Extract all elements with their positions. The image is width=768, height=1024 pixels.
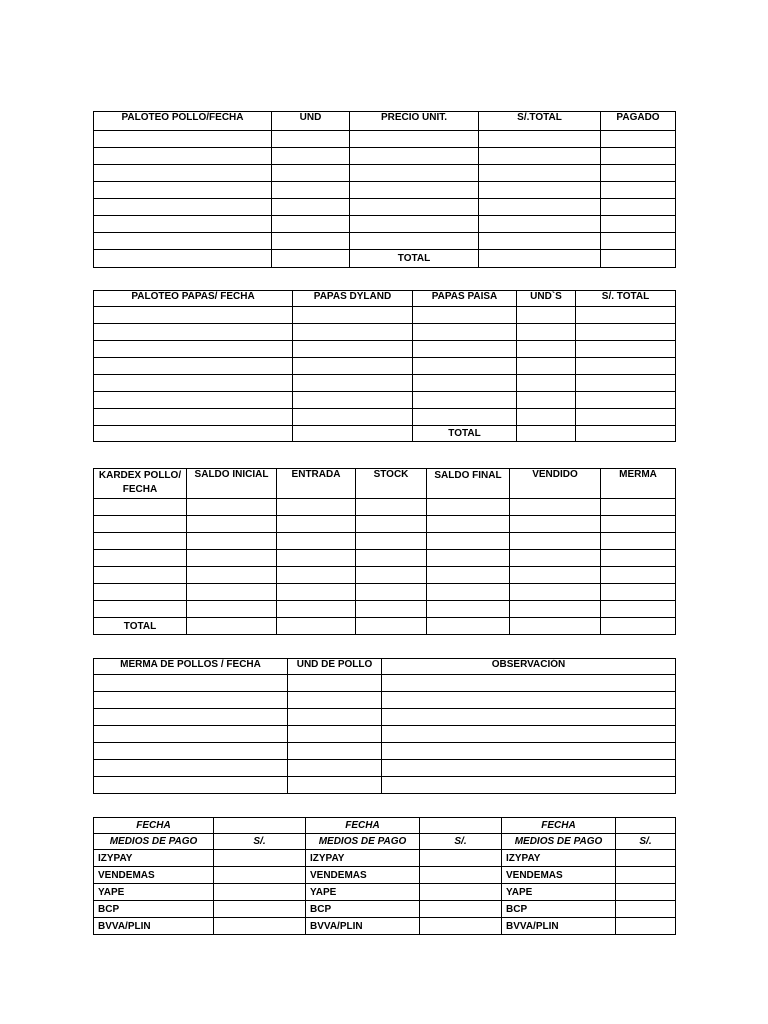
table-row bbox=[94, 233, 676, 250]
cell[interactable] bbox=[413, 375, 517, 392]
cell[interactable] bbox=[293, 307, 413, 324]
table-row bbox=[94, 675, 676, 692]
cell[interactable] bbox=[427, 584, 510, 601]
cell[interactable] bbox=[94, 550, 187, 567]
cell[interactable] bbox=[293, 375, 413, 392]
cell[interactable] bbox=[576, 341, 676, 358]
cell[interactable] bbox=[94, 567, 187, 584]
cell[interactable] bbox=[356, 567, 427, 584]
cell[interactable] bbox=[94, 675, 288, 692]
total-row bbox=[94, 426, 676, 442]
payment-row bbox=[94, 850, 676, 867]
amount-cell[interactable] bbox=[214, 901, 306, 918]
cell[interactable] bbox=[288, 692, 382, 709]
fecha-value-cell[interactable] bbox=[420, 818, 502, 834]
table-row bbox=[94, 567, 676, 584]
cell[interactable] bbox=[350, 233, 479, 250]
cell[interactable] bbox=[510, 584, 601, 601]
table-row bbox=[94, 601, 676, 618]
cell[interactable] bbox=[94, 324, 293, 341]
medios-de-pago-header: MEDIOS DE PAGO bbox=[306, 834, 420, 850]
payment-method-label: IZYPAY bbox=[94, 850, 214, 867]
cell[interactable] bbox=[94, 392, 293, 409]
cell[interactable] bbox=[94, 131, 272, 148]
table-header-row bbox=[94, 112, 676, 131]
column-header: PRECIO UNIT. bbox=[350, 112, 479, 131]
cell[interactable] bbox=[94, 341, 293, 358]
cell[interactable] bbox=[94, 358, 293, 375]
column-header: MERMA bbox=[601, 469, 676, 499]
cell[interactable] bbox=[94, 777, 288, 794]
cell[interactable] bbox=[413, 409, 517, 426]
cell[interactable] bbox=[413, 307, 517, 324]
fecha-label: FECHA bbox=[306, 818, 420, 834]
cell[interactable] bbox=[293, 409, 413, 426]
cell[interactable] bbox=[479, 165, 601, 182]
table-row bbox=[94, 777, 676, 794]
total-label: TOTAL bbox=[94, 618, 187, 635]
payment-method-label: BVVA/PLIN bbox=[306, 918, 420, 935]
cell[interactable] bbox=[601, 550, 676, 567]
cell[interactable] bbox=[94, 726, 288, 743]
amount-cell[interactable] bbox=[420, 884, 502, 901]
cell[interactable] bbox=[350, 148, 479, 165]
cell[interactable] bbox=[601, 499, 676, 516]
payment-method-label: IZYPAY bbox=[306, 850, 420, 867]
cell[interactable] bbox=[350, 199, 479, 216]
payment-method-label: YAPE bbox=[306, 884, 420, 901]
cell[interactable] bbox=[293, 426, 413, 442]
cell[interactable] bbox=[517, 341, 576, 358]
cell[interactable] bbox=[382, 709, 676, 726]
cell[interactable] bbox=[94, 601, 187, 618]
cell[interactable] bbox=[350, 131, 479, 148]
amount-cell[interactable] bbox=[616, 867, 676, 884]
cell[interactable] bbox=[382, 760, 676, 777]
table-row bbox=[94, 165, 676, 182]
cell[interactable] bbox=[510, 516, 601, 533]
payment-method-label: VENDEMAS bbox=[306, 867, 420, 884]
cell[interactable] bbox=[94, 409, 293, 426]
total-value-cell[interactable] bbox=[479, 250, 601, 268]
cell[interactable] bbox=[94, 233, 272, 250]
cell[interactable] bbox=[187, 533, 277, 550]
amount-cell[interactable] bbox=[214, 867, 306, 884]
cell[interactable] bbox=[413, 324, 517, 341]
amount-cell[interactable] bbox=[420, 901, 502, 918]
cell[interactable] bbox=[576, 324, 676, 341]
cell[interactable] bbox=[356, 550, 427, 567]
table-header-row bbox=[94, 659, 676, 675]
cell[interactable] bbox=[277, 550, 356, 567]
fecha-row bbox=[94, 818, 676, 834]
amount-cell[interactable] bbox=[420, 867, 502, 884]
cell[interactable] bbox=[94, 199, 272, 216]
cell[interactable] bbox=[277, 584, 356, 601]
cell[interactable] bbox=[517, 409, 576, 426]
cell[interactable] bbox=[187, 499, 277, 516]
table-row bbox=[94, 726, 676, 743]
kardex-pollo-table bbox=[93, 468, 676, 635]
cell[interactable] bbox=[356, 516, 427, 533]
currency-header: S/. bbox=[214, 834, 306, 850]
cell[interactable] bbox=[293, 324, 413, 341]
table-row bbox=[94, 550, 676, 567]
cell[interactable] bbox=[576, 375, 676, 392]
cell[interactable] bbox=[510, 533, 601, 550]
cell[interactable] bbox=[601, 567, 676, 584]
cell[interactable] bbox=[187, 601, 277, 618]
column-header: PAPAS PAISA bbox=[413, 291, 517, 307]
cell[interactable] bbox=[94, 760, 288, 777]
column-header: UND DE POLLO bbox=[288, 659, 382, 675]
cell[interactable] bbox=[350, 165, 479, 182]
amount-cell[interactable] bbox=[616, 901, 676, 918]
merma-pollos-table bbox=[93, 658, 676, 794]
cell[interactable] bbox=[272, 182, 350, 199]
cell[interactable] bbox=[293, 358, 413, 375]
column-header: STOCK bbox=[356, 469, 427, 499]
table-row bbox=[94, 375, 676, 392]
table-row bbox=[94, 324, 676, 341]
table-row bbox=[94, 358, 676, 375]
table-row bbox=[94, 341, 676, 358]
cell[interactable] bbox=[601, 601, 676, 618]
paloteo-papas-table bbox=[93, 290, 676, 442]
total-label: TOTAL bbox=[413, 426, 517, 442]
cell[interactable] bbox=[413, 358, 517, 375]
cell[interactable] bbox=[576, 307, 676, 324]
cell[interactable] bbox=[288, 743, 382, 760]
amount-cell[interactable] bbox=[420, 918, 502, 935]
cell[interactable] bbox=[517, 358, 576, 375]
paloteo-pollo-table bbox=[93, 111, 676, 268]
payment-method-label: BCP bbox=[306, 901, 420, 918]
cell[interactable] bbox=[601, 216, 676, 233]
cell[interactable] bbox=[277, 618, 356, 635]
currency-header: S/. bbox=[420, 834, 502, 850]
cell[interactable] bbox=[510, 567, 601, 584]
payment-method-label: BVVA/PLIN bbox=[502, 918, 616, 935]
cell[interactable] bbox=[293, 341, 413, 358]
cell[interactable] bbox=[479, 131, 601, 148]
cell[interactable] bbox=[479, 148, 601, 165]
cell[interactable] bbox=[277, 499, 356, 516]
cell[interactable] bbox=[288, 777, 382, 794]
cell[interactable] bbox=[356, 601, 427, 618]
payment-row bbox=[94, 901, 676, 918]
cell[interactable] bbox=[601, 148, 676, 165]
cell[interactable] bbox=[94, 375, 293, 392]
cell[interactable] bbox=[94, 516, 187, 533]
cell[interactable] bbox=[382, 726, 676, 743]
table-row bbox=[94, 199, 676, 216]
table-row bbox=[94, 760, 676, 777]
amount-cell[interactable] bbox=[616, 918, 676, 935]
cell[interactable] bbox=[517, 392, 576, 409]
payment-row bbox=[94, 884, 676, 901]
column-header: UND bbox=[272, 112, 350, 131]
cell[interactable] bbox=[479, 182, 601, 199]
payment-method-label: YAPE bbox=[502, 884, 616, 901]
cell[interactable] bbox=[288, 709, 382, 726]
payment-row bbox=[94, 918, 676, 935]
currency-header: S/. bbox=[616, 834, 676, 850]
cell[interactable] bbox=[510, 601, 601, 618]
cell[interactable] bbox=[601, 199, 676, 216]
cell[interactable] bbox=[272, 148, 350, 165]
amount-cell[interactable] bbox=[214, 884, 306, 901]
fecha-value-cell[interactable] bbox=[214, 818, 306, 834]
table-row bbox=[94, 392, 676, 409]
cell[interactable] bbox=[187, 567, 277, 584]
cell[interactable] bbox=[356, 618, 427, 635]
medios-de-pago-header: MEDIOS DE PAGO bbox=[94, 834, 214, 850]
payment-method-label: IZYPAY bbox=[502, 850, 616, 867]
medios-de-pago-table bbox=[93, 817, 676, 935]
cell[interactable] bbox=[288, 726, 382, 743]
column-header: OBSERVACIÓN bbox=[382, 659, 676, 675]
total-row bbox=[94, 250, 676, 268]
table-row bbox=[94, 516, 676, 533]
total-value-cell[interactable] bbox=[517, 426, 576, 442]
payment-method-label: VENDEMAS bbox=[502, 867, 616, 884]
table-row bbox=[94, 216, 676, 233]
cell[interactable] bbox=[94, 182, 272, 199]
table-row bbox=[94, 584, 676, 601]
column-header: S/. TOTAL bbox=[576, 291, 676, 307]
cell[interactable] bbox=[427, 533, 510, 550]
table-row bbox=[94, 533, 676, 550]
cell[interactable] bbox=[94, 307, 293, 324]
payment-method-label: VENDEMAS bbox=[94, 867, 214, 884]
cell[interactable] bbox=[94, 533, 187, 550]
table-header-row bbox=[94, 291, 676, 307]
cell[interactable] bbox=[427, 499, 510, 516]
column-header: SALDO FINAL bbox=[427, 469, 510, 499]
column-header: PAPAS DYLAND bbox=[293, 291, 413, 307]
cell[interactable] bbox=[94, 250, 272, 268]
table-row bbox=[94, 409, 676, 426]
cell[interactable] bbox=[293, 392, 413, 409]
cell[interactable] bbox=[427, 618, 510, 635]
table-row bbox=[94, 743, 676, 760]
payment-method-label: BVVA/PLIN bbox=[94, 918, 214, 935]
cell[interactable] bbox=[601, 182, 676, 199]
cell[interactable] bbox=[94, 499, 187, 516]
cell[interactable] bbox=[382, 743, 676, 760]
payment-method-label: BCP bbox=[94, 901, 214, 918]
payment-row bbox=[94, 867, 676, 884]
table-header-row bbox=[94, 834, 676, 850]
cell[interactable] bbox=[517, 307, 576, 324]
cell[interactable] bbox=[517, 324, 576, 341]
cell[interactable] bbox=[427, 601, 510, 618]
table-row bbox=[94, 307, 676, 324]
column-header: PALOTEO POLLO/FECHA bbox=[94, 112, 272, 131]
cell[interactable] bbox=[288, 675, 382, 692]
cell[interactable] bbox=[356, 533, 427, 550]
cell[interactable] bbox=[288, 760, 382, 777]
total-value-cell[interactable] bbox=[576, 426, 676, 442]
cell[interactable] bbox=[187, 550, 277, 567]
cell[interactable] bbox=[94, 692, 288, 709]
amount-cell[interactable] bbox=[616, 850, 676, 867]
column-header: UND`S bbox=[517, 291, 576, 307]
table-row bbox=[94, 131, 676, 148]
table-row bbox=[94, 709, 676, 726]
total-label: TOTAL bbox=[350, 250, 479, 268]
cell[interactable] bbox=[601, 233, 676, 250]
column-header: MERMA DE POLLOS / FECHA bbox=[94, 659, 288, 675]
cell[interactable] bbox=[356, 499, 427, 516]
cell[interactable] bbox=[601, 618, 676, 635]
cell[interactable] bbox=[277, 516, 356, 533]
column-header: PAGADO bbox=[601, 112, 676, 131]
total-row bbox=[94, 618, 676, 635]
cell[interactable] bbox=[277, 533, 356, 550]
cell[interactable] bbox=[272, 165, 350, 182]
cell[interactable] bbox=[382, 692, 676, 709]
table-header-row bbox=[94, 469, 676, 499]
amount-cell[interactable] bbox=[214, 850, 306, 867]
cell[interactable] bbox=[601, 584, 676, 601]
cell[interactable] bbox=[272, 131, 350, 148]
amount-cell[interactable] bbox=[214, 918, 306, 935]
cell[interactable] bbox=[350, 216, 479, 233]
table-row bbox=[94, 499, 676, 516]
cell[interactable] bbox=[350, 182, 479, 199]
cell[interactable] bbox=[94, 148, 272, 165]
fecha-label: FECHA bbox=[502, 818, 616, 834]
cell[interactable] bbox=[94, 165, 272, 182]
cell[interactable] bbox=[272, 233, 350, 250]
cell[interactable] bbox=[427, 516, 510, 533]
cell[interactable] bbox=[187, 584, 277, 601]
cell[interactable] bbox=[576, 409, 676, 426]
table-row bbox=[94, 148, 676, 165]
cell[interactable] bbox=[277, 601, 356, 618]
cell[interactable] bbox=[601, 165, 676, 182]
cell[interactable] bbox=[413, 341, 517, 358]
cell[interactable] bbox=[576, 358, 676, 375]
cell[interactable] bbox=[356, 584, 427, 601]
cell[interactable] bbox=[94, 584, 187, 601]
cell[interactable] bbox=[510, 550, 601, 567]
cell[interactable] bbox=[510, 618, 601, 635]
table-row bbox=[94, 182, 676, 199]
cell[interactable] bbox=[479, 233, 601, 250]
column-header: VENDIDO bbox=[510, 469, 601, 499]
cell[interactable] bbox=[427, 550, 510, 567]
cell[interactable] bbox=[479, 216, 601, 233]
cell[interactable] bbox=[272, 216, 350, 233]
payment-method-label: BCP bbox=[502, 901, 616, 918]
cell[interactable] bbox=[94, 216, 272, 233]
cell[interactable] bbox=[187, 516, 277, 533]
payment-method-label: YAPE bbox=[94, 884, 214, 901]
cell[interactable] bbox=[601, 250, 676, 268]
fecha-value-cell[interactable] bbox=[616, 818, 676, 834]
cell[interactable] bbox=[277, 567, 356, 584]
column-header: PALOTEO PAPAS/ FECHA bbox=[94, 291, 293, 307]
column-header: SALDO INICIAL bbox=[187, 469, 277, 499]
cell[interactable] bbox=[510, 499, 601, 516]
fecha-label: FECHA bbox=[94, 818, 214, 834]
cell[interactable] bbox=[382, 777, 676, 794]
cell[interactable] bbox=[94, 709, 288, 726]
cell[interactable] bbox=[517, 375, 576, 392]
table-row bbox=[94, 692, 676, 709]
cell[interactable] bbox=[187, 618, 277, 635]
cell[interactable] bbox=[427, 567, 510, 584]
cell[interactable] bbox=[94, 743, 288, 760]
column-header: S/.TOTAL bbox=[479, 112, 601, 131]
column-header: ENTRADA bbox=[277, 469, 356, 499]
medios-de-pago-header: MEDIOS DE PAGO bbox=[502, 834, 616, 850]
cell[interactable] bbox=[601, 533, 676, 550]
cell[interactable] bbox=[413, 392, 517, 409]
amount-cell[interactable] bbox=[616, 884, 676, 901]
amount-cell[interactable] bbox=[420, 850, 502, 867]
cell[interactable] bbox=[382, 675, 676, 692]
column-header: KARDEX POLLO/ FECHA bbox=[94, 469, 187, 499]
cell[interactable] bbox=[601, 516, 676, 533]
cell[interactable] bbox=[272, 199, 350, 216]
cell[interactable] bbox=[576, 392, 676, 409]
cell[interactable] bbox=[94, 426, 293, 442]
cell[interactable] bbox=[601, 131, 676, 148]
cell[interactable] bbox=[479, 199, 601, 216]
cell[interactable] bbox=[272, 250, 350, 268]
